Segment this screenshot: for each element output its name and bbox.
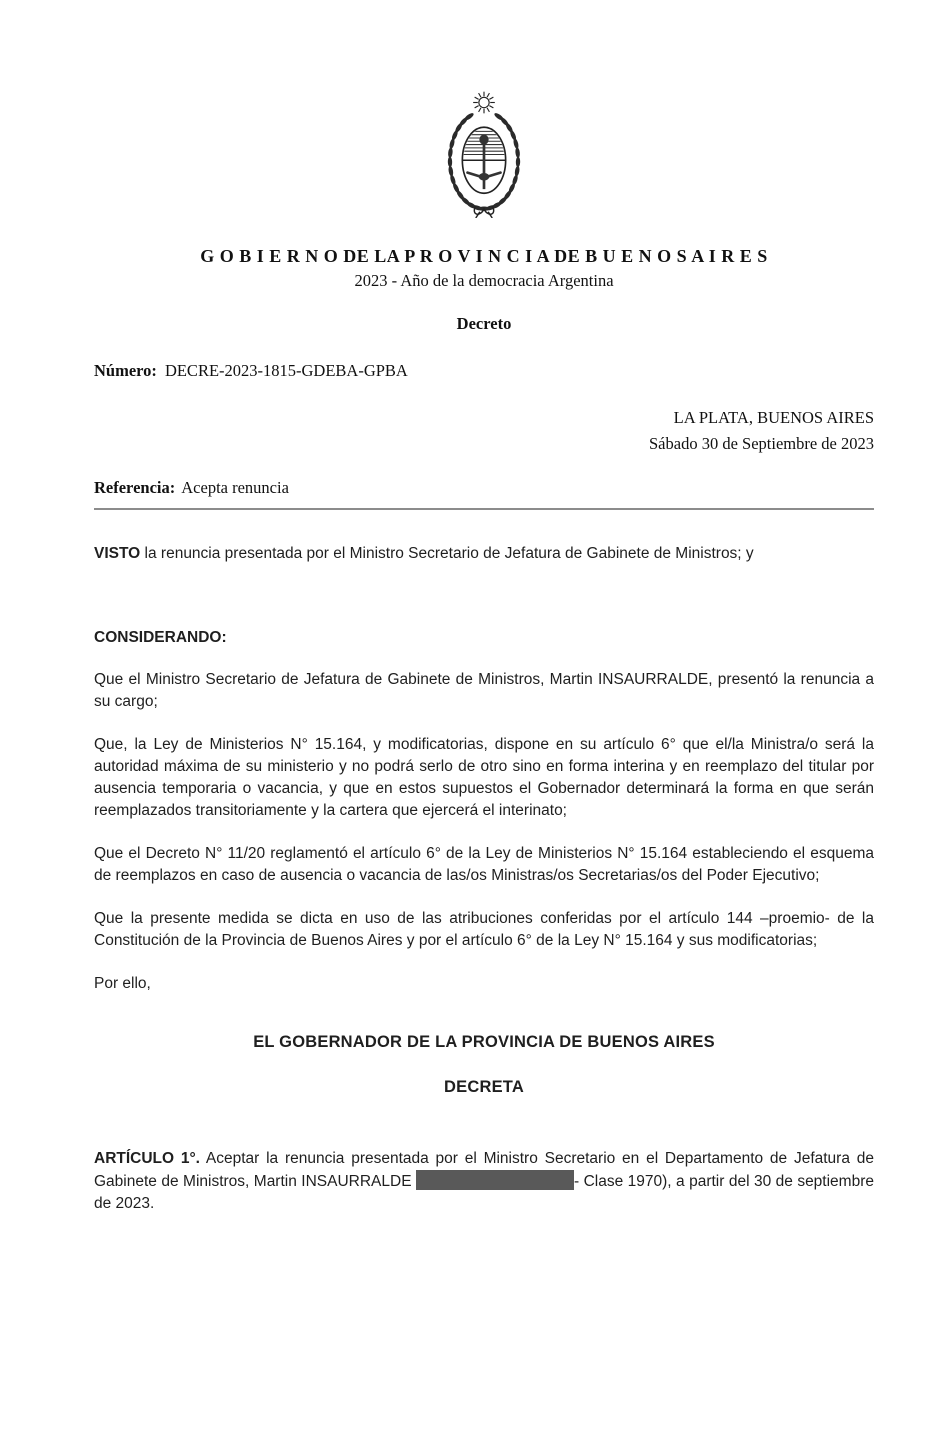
- decree-number-line: [94, 361, 874, 381]
- por-ello-line: Por ello,: [94, 975, 151, 992]
- considerando-paragraph-3: Que el Decreto N° 11/20 reglamentó el artículo 6° de la Ley de Ministerios N° 15.164 estableciendo el esquema de reemplazos en caso de ausencia o vacancia de las/os Ministras/os Secretarias/os del Poder Ejecutivo;: [94, 845, 874, 884]
- considerando-paragraph-4: Que la presente medida se dicta en uso de las atribuciones conferidas por el artículo 144 –proemio- de la Constitución de la Provincia de Buenos Aires y por el artículo 6° de la Ley N° 15.164 y sus modificatorias;: [94, 910, 874, 949]
- decree-document: [0, 86, 950, 1429]
- place-date-block: [94, 405, 874, 457]
- government-title: G O B I E R N O DE LA P R O V I N C I A DE B U E N O S A I R E S: [200, 246, 768, 266]
- place-line: LA PLATA, BUENOS AIRES: [673, 408, 874, 427]
- visto-label: VISTO: [94, 545, 141, 562]
- article-1-paragraph: [94, 1148, 874, 1215]
- visto-text: la renuncia presentada por el Ministro Secretario de Jefatura de Gabinete de Ministros; y: [140, 545, 754, 562]
- article-1-text-after: - Clase 1970), a partir del 30 de septiembre de 2023.: [94, 1173, 874, 1212]
- considerando-paragraph-2: Que, la Ley de Ministerios N° 15.164, y modificatorias, dispone en su artículo 6° que el/la Ministra/o será la autoridad máxima de su ministerio y no podrá serlo de otro sino en forma interina y en reemplazo del titular por ausencia temporaria o vacancia, y que en estos supuestos el Gobernador determinará la forma en que serán reemplazados transitoriamente y la cartera que ejercerá el interinato;: [94, 736, 874, 819]
- date-line: Sábado 30 de Septiembre de 2023: [649, 434, 874, 453]
- number-value: DECRE-2023-1815-GDEBA-GPBA: [164, 361, 408, 380]
- document-type-heading: Decreto: [456, 314, 512, 333]
- year-motto-line: 2023 - Año de la democracia Argentina: [354, 271, 614, 290]
- article-1-label: ARTÍCULO 1°.: [94, 1150, 200, 1167]
- article-1-text-before: Aceptar la renuncia presentada por el Ministro Secretario en el Departamento de Jefatura de Gabinete de Ministros, Martin INSAURRALDE: [94, 1150, 874, 1190]
- considerando-paragraph-1: Que el Ministro Secretario de Jefatura de Gabinete de Ministros, Martin INSAURRALDE, presentó la renuncia a su cargo;: [94, 671, 874, 710]
- reference-label: Referencia:: [94, 478, 176, 497]
- authority-heading: EL GOBERNADOR DE LA PROVINCIA DE BUENOS AIRES: [253, 1033, 715, 1051]
- visto-paragraph: [94, 543, 874, 565]
- redaction-block: [416, 1170, 574, 1190]
- number-label: Número:: [94, 361, 157, 380]
- coat-of-arms-icon: [432, 86, 536, 218]
- reference-value: Acepta renuncia: [181, 478, 289, 497]
- reference-line: [94, 478, 874, 498]
- decreta-heading: DECRETA: [444, 1078, 524, 1096]
- header-divider: [94, 508, 874, 510]
- considerando-heading: CONSIDERANDO:: [94, 629, 227, 646]
